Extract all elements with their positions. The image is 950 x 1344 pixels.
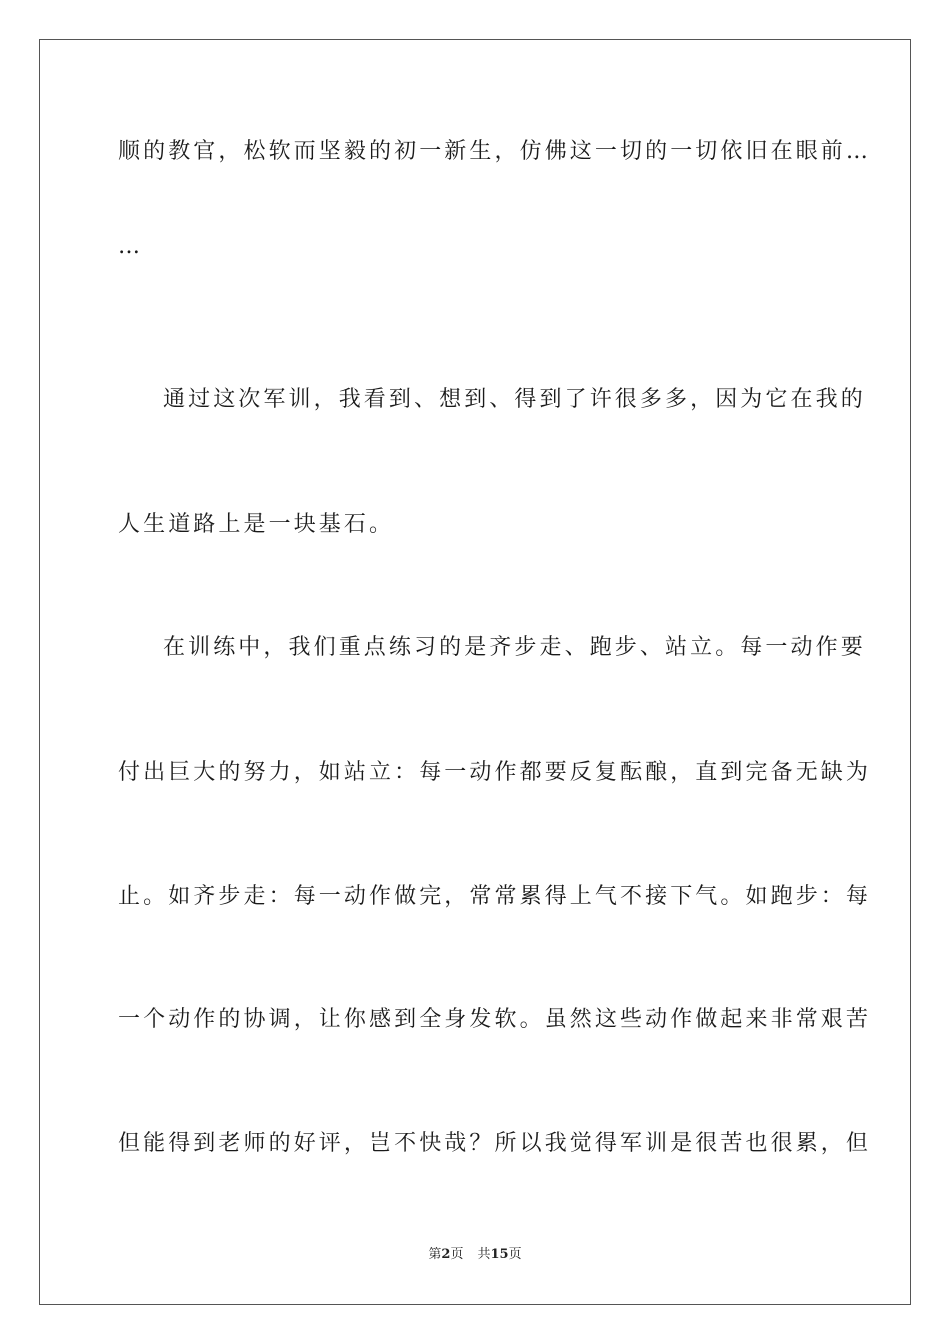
page-border [39,39,911,1305]
footer-total-pages: 15 [490,1247,509,1262]
body-line-8: 一个动作的协调，让你感到全身发软。虽然这些动作做起来非常艰苦 [118,1007,872,1032]
footer-total-suffix: 页 [508,1247,522,1262]
footer-page-suffix: 页 [450,1247,464,1262]
body-line-6: 付出巨大的努力，如站立：每一动作都要反复酝酿，直到完备无缺为 [118,760,872,785]
body-line-2: … [118,234,144,259]
footer-total-prefix: 共 [477,1247,491,1262]
body-line-5: 在训练中，我们重点练习的是齐步走、跑步、站立。每一动作要 [163,635,866,660]
body-line-9: 但能得到老师的好评，岂不快哉？所以我觉得军训是很苦也很累，但 [118,1131,872,1156]
body-line-7: 止。如齐步走：每一动作做完，常常累得上气不接下气。如跑步：每 [118,884,872,909]
body-line-4: 人生道路上是一块基石。 [118,512,395,537]
footer-page-prefix: 第 [428,1247,442,1262]
body-line-3: 通过这次军训，我看到、想到、得到了许很多多，因为它在我的 [163,387,866,412]
page-footer [0,1246,950,1264]
footer-page-number: 2 [441,1247,451,1262]
body-line-1: 顺的教官，松软而坚毅的初一新生，仿佛这一切的一切依旧在眼前… [118,139,872,164]
